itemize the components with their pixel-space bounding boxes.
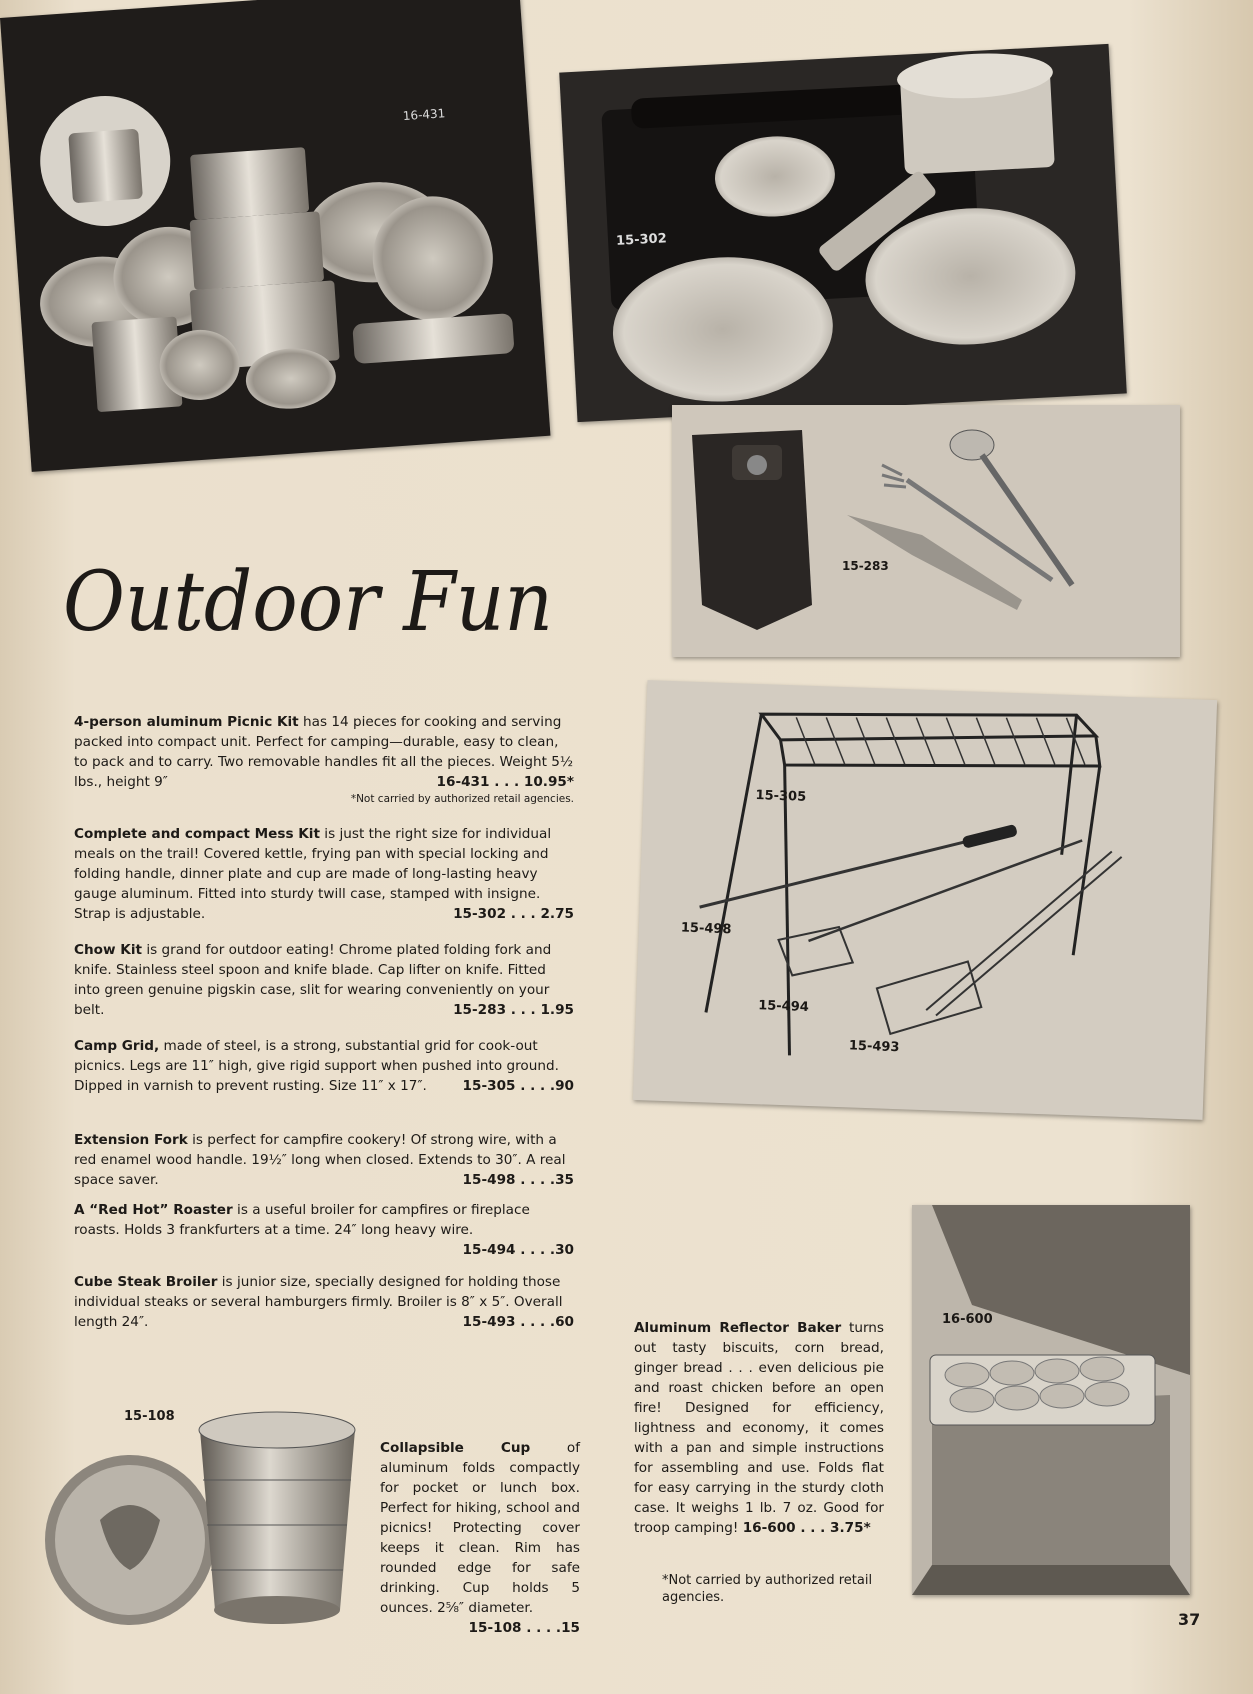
- item-name: Camp Grid,: [74, 1038, 160, 1054]
- item-name: Extension Fork: [74, 1132, 188, 1148]
- mess-kit-label: 15-302: [615, 231, 668, 249]
- baker-label: 16-600: [942, 1312, 993, 1327]
- picnic-kit-label: 16-431: [402, 106, 446, 124]
- item-price: 15-494 . . . .30: [462, 1242, 574, 1258]
- mess-kit-illustration: [559, 44, 1127, 422]
- item-body: is perfect for campfire cookery! Of strong wire, with a red enamel wood handle. 19½″ long when closed. Extends to 30″. A real space saver.: [74, 1132, 566, 1188]
- camp-grid-photo: [633, 680, 1217, 1120]
- item-body: is just the right size for individual meals on the trail! Covered kettle, frying pan with special locking and folding handle, dinner plate and cup are made of long-lasting heavy gauge aluminum. Fitted into sturdy twill case, stamped with insigne. Strap is adjustable.: [74, 826, 552, 922]
- chow-kit-photo: [672, 405, 1180, 657]
- item-price: 15-108 . . . .15: [468, 1620, 580, 1636]
- item-collapsible-cup: [380, 1438, 580, 1638]
- item-name: Cube Steak Broiler: [74, 1274, 218, 1290]
- picnic-kit-photo: [0, 0, 550, 472]
- chow-kit-illustration: [672, 405, 1180, 657]
- page-number: 37: [1178, 1610, 1201, 1629]
- item-body: is grand for outdoor eating! Chrome plated folding fork and knife. Stainless steel spoon and knife blade. Cap lifter on knife. Fitted into green genuine pigskin case, slit for wearing conveniently on your belt.: [74, 942, 552, 1018]
- item-roaster: [74, 1200, 574, 1260]
- item-note: *Not carried by authorized retail agencies.: [350, 793, 574, 805]
- item-steak-broiler: [74, 1272, 574, 1332]
- item-chow-kit: [74, 940, 574, 1020]
- item-body: is a useful broiler for campfires or fireplace roasts. Holds 3 frankfurters at a time. 24″ long heavy wire.: [74, 1202, 530, 1238]
- chow-kit-label: 15-283: [842, 559, 889, 573]
- broiler-label: 15-493: [848, 1038, 900, 1056]
- page-title: [55, 540, 575, 660]
- item-name: Chow Kit: [74, 942, 142, 958]
- grid-label: 15-305: [755, 788, 807, 805]
- item-price: 16-431 . . . 10.95*: [436, 774, 574, 790]
- item-camp-grid: [74, 1036, 574, 1096]
- reflector-baker-illustration: [912, 1205, 1190, 1595]
- item-name: Collapsible Cup: [380, 1440, 531, 1456]
- item-body: has 14 pieces for cooking and serving packed into compact unit. Perfect for camping—durable, easy to clean, to pack and to carry. Two removable handles fit all the pieces. Weight 5½ lbs., height 9″: [74, 714, 574, 790]
- reflector-baker-photo: [912, 1205, 1190, 1595]
- roaster-label: 15-494: [757, 998, 810, 1016]
- item-extension-fork: [74, 1130, 574, 1190]
- item-picnic-kit: [74, 712, 574, 806]
- item-name: Complete and compact Mess Kit: [74, 826, 320, 842]
- item-body: is junior size, specially designed for holding those individual steaks or several hamburgers firmly. Broiler is 8″ x 5″. Overall length 24″.: [74, 1274, 563, 1330]
- fork-label: 15-498: [680, 920, 732, 938]
- picnic-kit-illustration: [0, 0, 550, 472]
- item-reflector-baker: [634, 1318, 884, 1538]
- item-price: 15-305 . . . .90: [462, 1078, 574, 1094]
- camp-grid-illustration: [633, 680, 1217, 1120]
- cup-label: 15-108: [124, 1409, 175, 1424]
- item-price: 16-600 . . . 3.75*: [742, 1520, 871, 1536]
- item-price: 15-493 . . . .60: [462, 1314, 574, 1330]
- item-body: turns out tasty biscuits, corn bread, ginger bread . . . even delicious pie and roast chicken before an open fire! Designed for efficiency, lightness and economy, it comes with a pan and simple instructions for assembling and use. Folds flat for easy carrying in the sturdy cloth case. It weighs 1 lb. 7 oz. Good for troop camping!: [634, 1320, 884, 1536]
- item-name: Aluminum Reflector Baker: [634, 1320, 842, 1336]
- baker-note: *Not carried by authorized retail agencies.: [662, 1573, 873, 1605]
- item-price: 15-498 . . . .35: [462, 1172, 574, 1188]
- item-name: A “Red Hot” Roaster: [74, 1202, 233, 1218]
- item-price: 15-302 . . . 2.75: [453, 906, 574, 922]
- collapsible-cup-photo: [40, 1400, 370, 1635]
- mess-kit-photo: [559, 44, 1127, 422]
- item-body: of aluminum folds compactly for pocket or lunch box. Perfect for hiking, school and picnics! Protecting cover keeps it clean. Rim has rounded edge for safe drinking. Cup holds 5 ounces. 2⅝″ diameter.: [380, 1440, 580, 1616]
- item-name: 4-person aluminum Picnic Kit: [74, 714, 299, 730]
- item-body: made of steel, is a strong, substantial grid for cook-out picnics. Legs are 11″ high, give rigid support when pushed into ground. Dipped in varnish to prevent rusting. Size 11″ x 17″.: [74, 1038, 559, 1094]
- item-mess-kit: [74, 824, 574, 924]
- page-title-text: Outdoor Fun: [63, 555, 553, 650]
- item-price: 15-283 . . . 1.95: [453, 1002, 574, 1018]
